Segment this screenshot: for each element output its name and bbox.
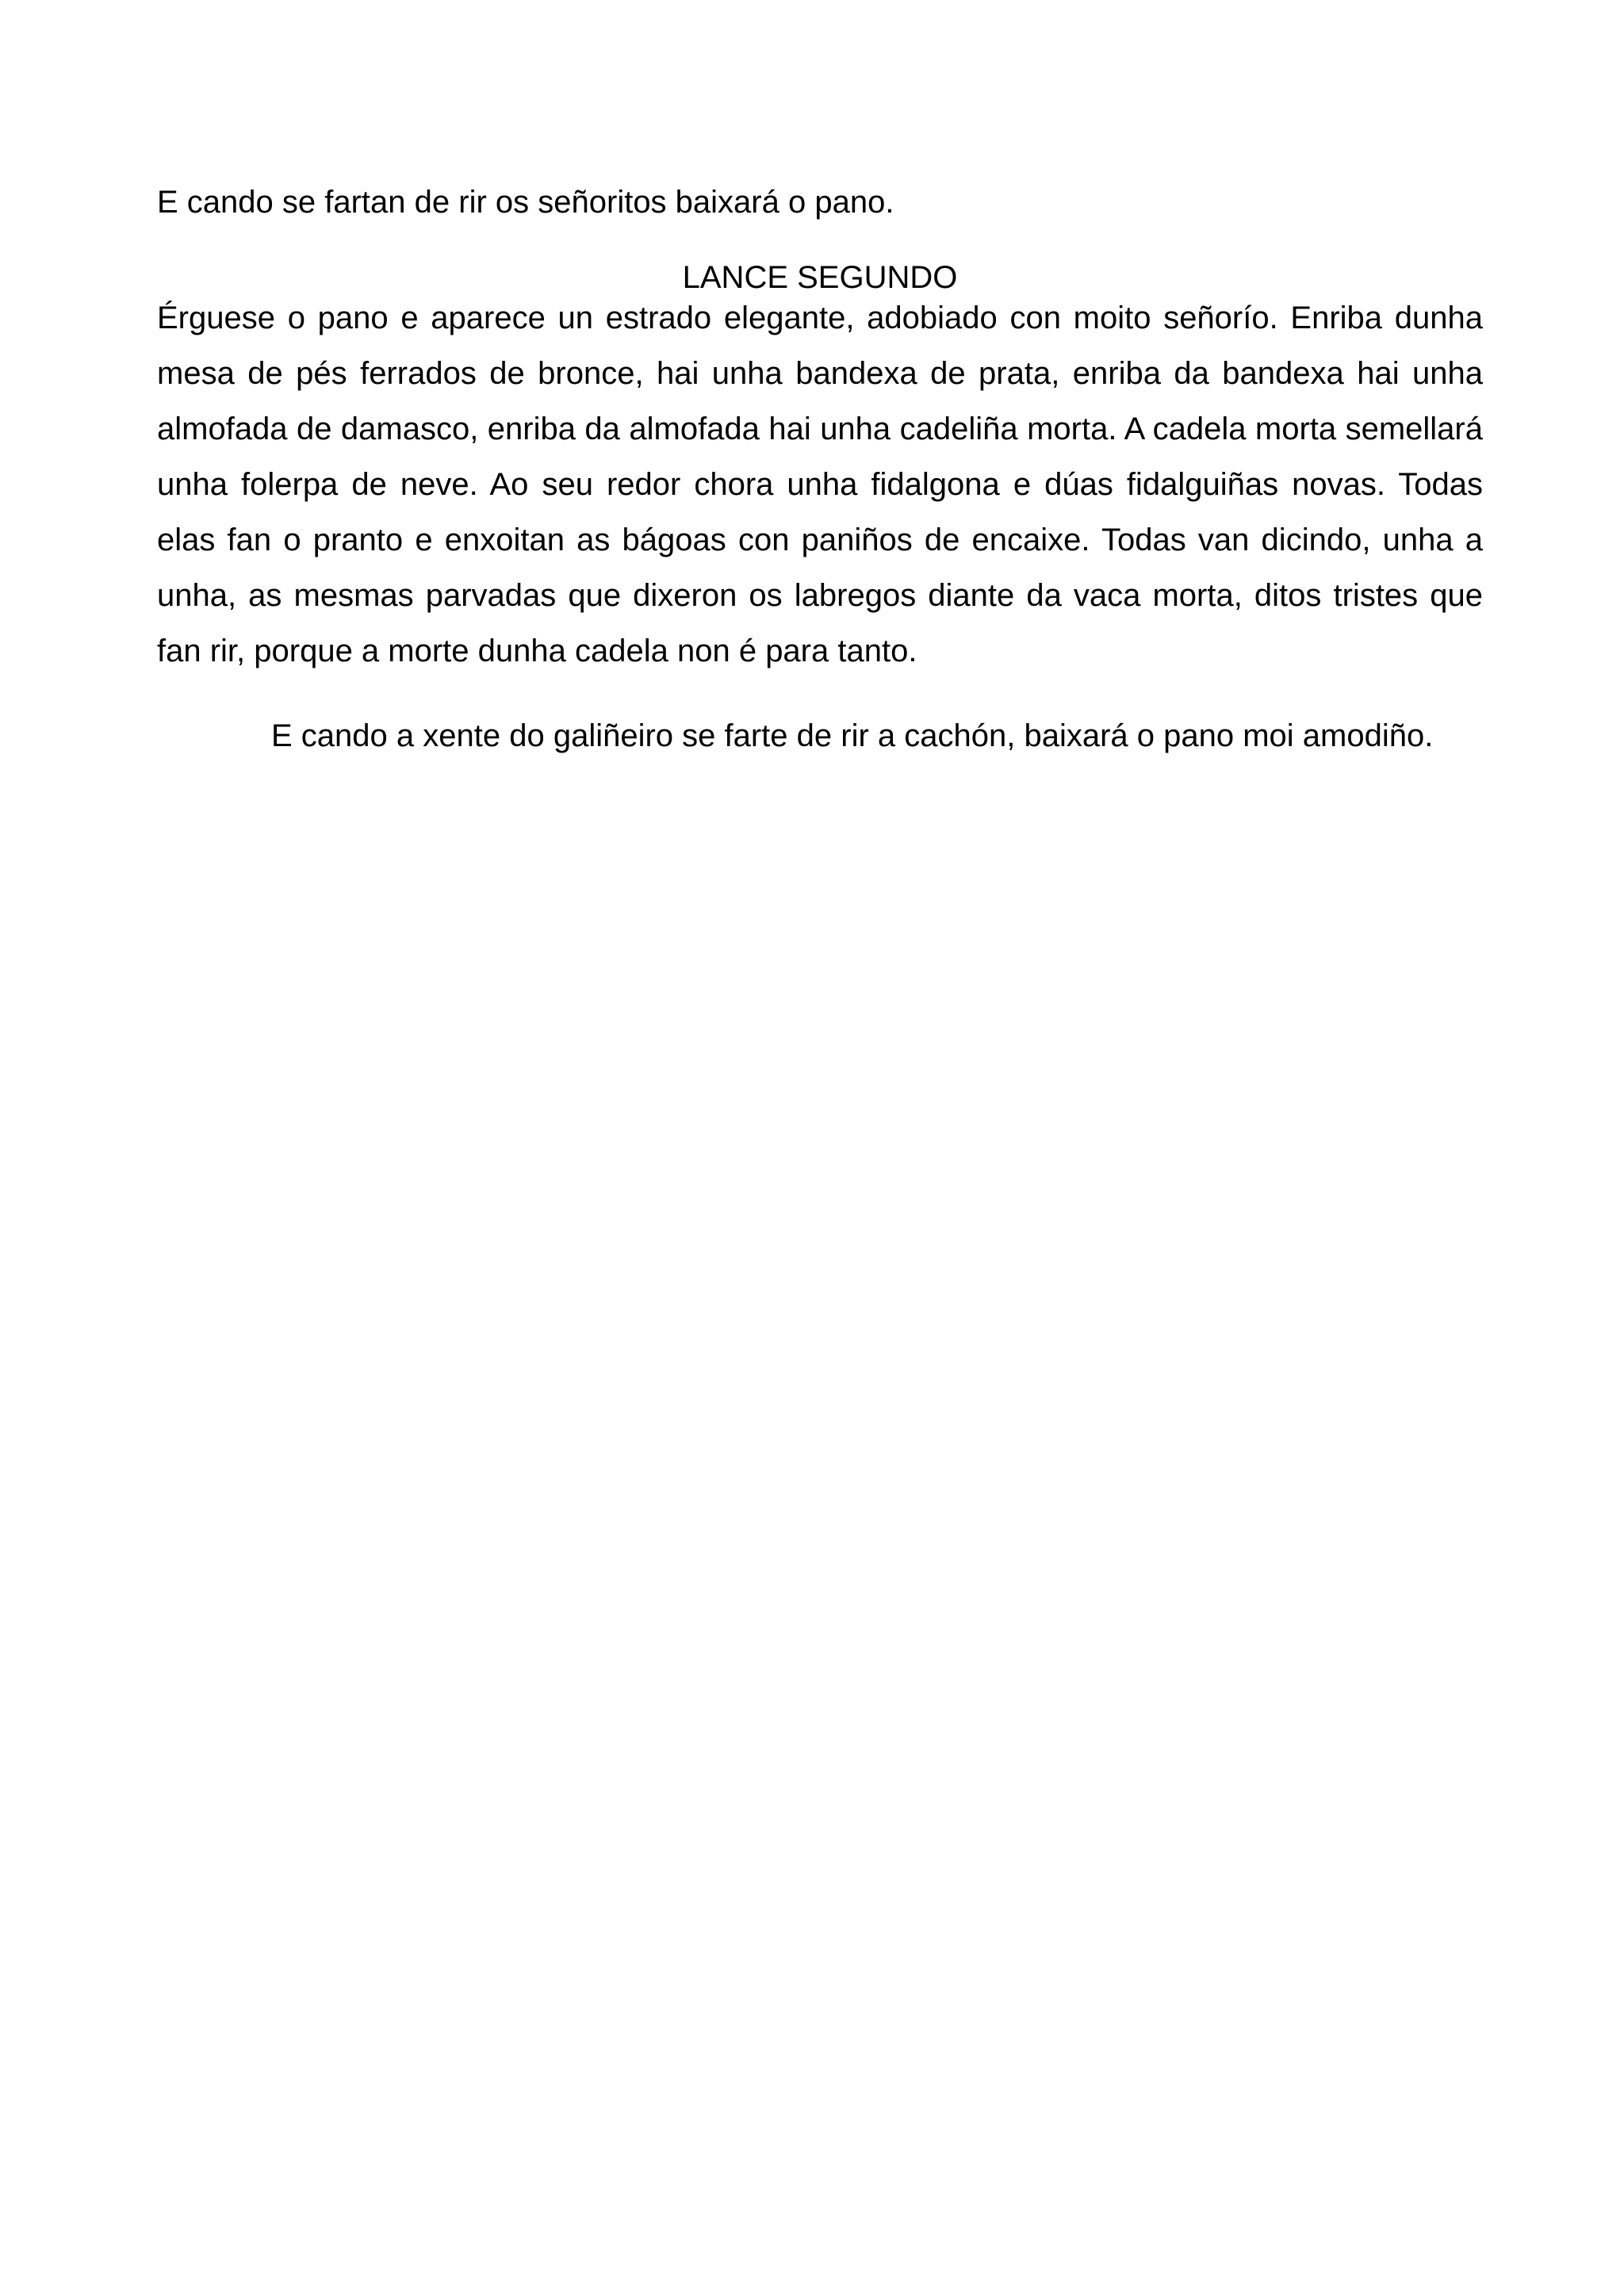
closing-paragraph: E cando a xente do galiñeiro se farte de rir a cachón, baixará o pano moi amodiño. — [271, 718, 1434, 753]
intro-line: E cando se fartan de rir os señoritos baixará o pano. — [157, 185, 894, 220]
scene-title: LANCE SEGUNDO — [682, 260, 958, 295]
main-paragraph: Érguese o pano e aparece un estrado elegante, adobiado con moito señorío. Enriba dunha mesa de pés ferrados de bronce, hai unha bandexa de prata, enriba da bandexa hai unha almofada de damasco, enriba da almofada hai unha cadeliña morta. A cadela morta semellará unha folerpa de neve. Ao seu redor chora unha fidalgona e dúas fidalguiñas novas. Todas elas fan o pranto e enxoitan as bágoas con paniños de encaixe. Todas van dicindo, unha a unha, as mesmas parvadas que dixeron os labregos diante da vaca morta, ditos tristes que fan rir, porque a morte dunha cadela non é para tanto. — [157, 301, 1483, 668]
